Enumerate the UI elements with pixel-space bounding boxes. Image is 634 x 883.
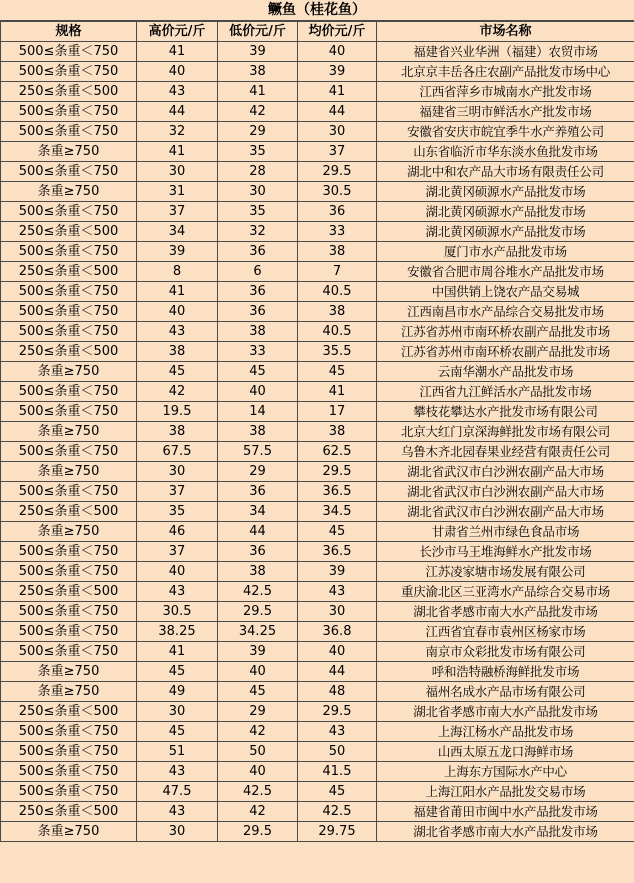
cell-low-price: 45 xyxy=(218,362,298,382)
cell-spec: 250≤条重＜500 xyxy=(1,802,137,822)
cell-spec: 250≤条重＜500 xyxy=(1,502,137,522)
cell-low-price: 36 xyxy=(218,542,298,562)
cell-avg-price: 39 xyxy=(298,62,377,82)
table-row xyxy=(1,662,634,682)
cell-low-price: 36 xyxy=(218,242,298,262)
cell-avg-price: 36 xyxy=(298,202,377,222)
cell-spec: 500≤条重＜750 xyxy=(1,162,137,182)
cell-avg-price: 50 xyxy=(298,742,377,762)
header-row xyxy=(1,22,634,42)
cell-avg-price: 36.5 xyxy=(298,482,377,502)
cell-avg-price: 39 xyxy=(298,562,377,582)
cell-high-price: 43 xyxy=(137,582,218,602)
cell-low-price: 35 xyxy=(218,202,298,222)
table-row xyxy=(1,622,634,642)
cell-avg-price: 29.5 xyxy=(298,462,377,482)
cell-spec: 500≤条重＜750 xyxy=(1,202,137,222)
cell-market: 湖北省武汉市白沙洲农副产品大市场 xyxy=(377,502,634,522)
cell-high-price: 38 xyxy=(137,422,218,442)
cell-avg-price: 38 xyxy=(298,242,377,262)
cell-low-price: 39 xyxy=(218,42,298,62)
table-row xyxy=(1,402,634,422)
cell-high-price: 37 xyxy=(137,202,218,222)
cell-avg-price: 40 xyxy=(298,42,377,62)
cell-low-price: 29 xyxy=(218,122,298,142)
cell-high-price: 30 xyxy=(137,162,218,182)
cell-high-price: 19.5 xyxy=(137,402,218,422)
cell-avg-price: 45 xyxy=(298,362,377,382)
cell-low-price: 42.5 xyxy=(218,782,298,802)
cell-market: 江苏凌家塘市场发展有限公司 xyxy=(377,562,634,582)
cell-spec: 500≤条重＜750 xyxy=(1,62,137,82)
cell-low-price: 32 xyxy=(218,222,298,242)
cell-market: 福建省兴业华洲（福建）农贸市场 xyxy=(377,42,634,62)
cell-high-price: 45 xyxy=(137,362,218,382)
cell-low-price: 42 xyxy=(218,722,298,742)
cell-market: 湖北省武汉市白沙洲农副产品大市场 xyxy=(377,462,634,482)
cell-high-price: 41 xyxy=(137,42,218,62)
cell-market: 江苏省苏州市南环桥农副产品批发市场 xyxy=(377,342,634,362)
cell-spec: 250≤条重＜500 xyxy=(1,702,137,722)
cell-spec: 500≤条重＜750 xyxy=(1,742,137,762)
cell-low-price: 40 xyxy=(218,382,298,402)
cell-spec: 500≤条重＜750 xyxy=(1,242,137,262)
cell-avg-price: 30.5 xyxy=(298,182,377,202)
table-row xyxy=(1,642,634,662)
header-low-price: 低价元/斤 xyxy=(218,22,298,42)
cell-high-price: 45 xyxy=(137,662,218,682)
cell-low-price: 40 xyxy=(218,662,298,682)
table-row xyxy=(1,802,634,822)
header-market: 市场名称 xyxy=(377,22,634,42)
cell-avg-price: 41.5 xyxy=(298,762,377,782)
cell-high-price: 49 xyxy=(137,682,218,702)
table-row xyxy=(1,42,634,62)
cell-market: 呼和浩特融桥海鲜批发市场 xyxy=(377,662,634,682)
cell-market: 攀枝花攀达水产批发市场有限公司 xyxy=(377,402,634,422)
cell-spec: 500≤条重＜750 xyxy=(1,402,137,422)
cell-avg-price: 7 xyxy=(298,262,377,282)
cell-market: 北京大红门京深海鲜批发市场有限公司 xyxy=(377,422,634,442)
cell-avg-price: 36.8 xyxy=(298,622,377,642)
table-row xyxy=(1,542,634,562)
cell-avg-price: 29.5 xyxy=(298,162,377,182)
sheet-title: 鳜鱼（桂花鱼） xyxy=(0,0,634,21)
cell-market: 云南华潮水产品批发市场 xyxy=(377,362,634,382)
cell-low-price: 41 xyxy=(218,82,298,102)
table-row xyxy=(1,562,634,582)
cell-spec: 500≤条重＜750 xyxy=(1,282,137,302)
cell-low-price: 38 xyxy=(218,562,298,582)
cell-spec: 250≤条重＜500 xyxy=(1,262,137,282)
cell-low-price: 57.5 xyxy=(218,442,298,462)
cell-high-price: 45 xyxy=(137,722,218,742)
cell-low-price: 33 xyxy=(218,342,298,362)
cell-avg-price: 62.5 xyxy=(298,442,377,462)
cell-market: 江西南昌市水产品综合交易批发市场 xyxy=(377,302,634,322)
cell-high-price: 37 xyxy=(137,542,218,562)
cell-low-price: 38 xyxy=(218,62,298,82)
cell-low-price: 29.5 xyxy=(218,602,298,622)
cell-spec: 条重≥750 xyxy=(1,662,137,682)
cell-market: 上海东方国际水产中心 xyxy=(377,762,634,782)
cell-low-price: 44 xyxy=(218,522,298,542)
cell-low-price: 29 xyxy=(218,702,298,722)
cell-market: 上海江杨水产品批发市场 xyxy=(377,722,634,742)
table-row xyxy=(1,62,634,82)
table-row xyxy=(1,442,634,462)
table-row xyxy=(1,422,634,442)
cell-low-price: 42 xyxy=(218,802,298,822)
cell-low-price: 34.25 xyxy=(218,622,298,642)
cell-high-price: 31 xyxy=(137,182,218,202)
cell-market: 江西省宜春市袁州区杨家市场 xyxy=(377,622,634,642)
cell-high-price: 47.5 xyxy=(137,782,218,802)
cell-avg-price: 30 xyxy=(298,122,377,142)
cell-market: 安徽省安庆市皖宜季牛水产养殖公司 xyxy=(377,122,634,142)
table-row xyxy=(1,382,634,402)
cell-spec: 500≤条重＜750 xyxy=(1,322,137,342)
cell-avg-price: 41 xyxy=(298,382,377,402)
cell-avg-price: 37 xyxy=(298,142,377,162)
table-row xyxy=(1,602,634,622)
cell-low-price: 28 xyxy=(218,162,298,182)
cell-market: 湖北省孝感市南大水产品批发市场 xyxy=(377,702,634,722)
table-row xyxy=(1,762,634,782)
cell-avg-price: 33 xyxy=(298,222,377,242)
table-row xyxy=(1,322,634,342)
cell-spec: 250≤条重＜500 xyxy=(1,342,137,362)
cell-market: 湖北黄冈硕源水产品批发市场 xyxy=(377,222,634,242)
cell-market: 山东省临沂市华东淡水鱼批发市场 xyxy=(377,142,634,162)
cell-market: 湖北黄冈硕源水产品批发市场 xyxy=(377,182,634,202)
cell-avg-price: 40 xyxy=(298,642,377,662)
cell-high-price: 35 xyxy=(137,502,218,522)
cell-avg-price: 38 xyxy=(298,302,377,322)
cell-spec: 500≤条重＜750 xyxy=(1,442,137,462)
table-row xyxy=(1,82,634,102)
cell-spec: 500≤条重＜750 xyxy=(1,382,137,402)
cell-high-price: 34 xyxy=(137,222,218,242)
cell-market: 长沙市马王堆海鲜水产批发市场 xyxy=(377,542,634,562)
cell-market: 湖北省孝感市南大水产品批发市场 xyxy=(377,602,634,622)
header-spec: 规格 xyxy=(1,22,137,42)
cell-avg-price: 30 xyxy=(298,602,377,622)
cell-spec: 500≤条重＜750 xyxy=(1,482,137,502)
cell-high-price: 30 xyxy=(137,462,218,482)
cell-spec: 500≤条重＜750 xyxy=(1,302,137,322)
cell-spec: 500≤条重＜750 xyxy=(1,122,137,142)
cell-low-price: 50 xyxy=(218,742,298,762)
cell-high-price: 42 xyxy=(137,382,218,402)
cell-high-price: 67.5 xyxy=(137,442,218,462)
table-row xyxy=(1,162,634,182)
cell-market: 江苏省苏州市南环桥农副产品批发市场 xyxy=(377,322,634,342)
table-row xyxy=(1,142,634,162)
cell-high-price: 43 xyxy=(137,762,218,782)
cell-market: 重庆渝北区三亚湾水产品综合交易市场 xyxy=(377,582,634,602)
cell-market: 福建省莆田市闽中水产品批发市场 xyxy=(377,802,634,822)
cell-high-price: 30.5 xyxy=(137,602,218,622)
table-row xyxy=(1,522,634,542)
cell-high-price: 51 xyxy=(137,742,218,762)
cell-market: 江西省九江鲜活水产品批发市场 xyxy=(377,382,634,402)
cell-market: 山西太原五龙口海鲜市场 xyxy=(377,742,634,762)
cell-low-price: 36 xyxy=(218,282,298,302)
cell-spec: 250≤条重＜500 xyxy=(1,82,137,102)
cell-avg-price: 44 xyxy=(298,102,377,122)
table-row xyxy=(1,462,634,482)
cell-avg-price: 38 xyxy=(298,422,377,442)
table-row xyxy=(1,102,634,122)
cell-high-price: 30 xyxy=(137,822,218,842)
table-row xyxy=(1,282,634,302)
cell-high-price: 41 xyxy=(137,642,218,662)
cell-high-price: 8 xyxy=(137,262,218,282)
cell-spec: 条重≥750 xyxy=(1,462,137,482)
price-table xyxy=(0,21,634,842)
cell-spec: 500≤条重＜750 xyxy=(1,602,137,622)
cell-high-price: 38 xyxy=(137,342,218,362)
cell-low-price: 45 xyxy=(218,682,298,702)
cell-avg-price: 48 xyxy=(298,682,377,702)
cell-high-price: 43 xyxy=(137,802,218,822)
cell-high-price: 43 xyxy=(137,82,218,102)
header-high-price: 高价元/斤 xyxy=(137,22,218,42)
cell-market: 湖北中和农产品大市场有限责任公司 xyxy=(377,162,634,182)
cell-spec: 条重≥750 xyxy=(1,182,137,202)
cell-high-price: 43 xyxy=(137,322,218,342)
cell-market: 湖北省武汉市白沙洲农副产品大市场 xyxy=(377,482,634,502)
cell-high-price: 39 xyxy=(137,242,218,262)
cell-high-price: 44 xyxy=(137,102,218,122)
cell-avg-price: 43 xyxy=(298,722,377,742)
cell-market: 北京京丰岳各庄农副产品批发市场中心 xyxy=(377,62,634,82)
cell-spec: 500≤条重＜750 xyxy=(1,562,137,582)
cell-spec: 500≤条重＜750 xyxy=(1,642,137,662)
cell-low-price: 6 xyxy=(218,262,298,282)
cell-spec: 250≤条重＜500 xyxy=(1,222,137,242)
cell-avg-price: 40.5 xyxy=(298,282,377,302)
cell-low-price: 35 xyxy=(218,142,298,162)
cell-spec: 条重≥750 xyxy=(1,822,137,842)
cell-market: 福建省三明市鲜活水产批发市场 xyxy=(377,102,634,122)
cell-avg-price: 45 xyxy=(298,782,377,802)
table-row xyxy=(1,302,634,322)
table-row xyxy=(1,502,634,522)
cell-low-price: 42.5 xyxy=(218,582,298,602)
table-row xyxy=(1,682,634,702)
cell-spec: 500≤条重＜750 xyxy=(1,622,137,642)
table-row xyxy=(1,582,634,602)
cell-high-price: 46 xyxy=(137,522,218,542)
cell-low-price: 30 xyxy=(218,182,298,202)
cell-low-price: 40 xyxy=(218,762,298,782)
cell-spec: 500≤条重＜750 xyxy=(1,762,137,782)
table-row xyxy=(1,122,634,142)
cell-market: 福州名成水产品市场有限公司 xyxy=(377,682,634,702)
header-avg-price: 均价元/斤 xyxy=(298,22,377,42)
cell-low-price: 36 xyxy=(218,302,298,322)
cell-high-price: 30 xyxy=(137,702,218,722)
table-row xyxy=(1,742,634,762)
cell-low-price: 39 xyxy=(218,642,298,662)
table-row xyxy=(1,342,634,362)
cell-high-price: 41 xyxy=(137,282,218,302)
cell-market: 南京市众彩批发市场有限公司 xyxy=(377,642,634,662)
cell-low-price: 38 xyxy=(218,422,298,442)
cell-avg-price: 34.5 xyxy=(298,502,377,522)
cell-high-price: 40 xyxy=(137,62,218,82)
table-row xyxy=(1,782,634,802)
table-row xyxy=(1,262,634,282)
cell-market: 乌鲁木齐北园春果业经营有限责任公司 xyxy=(377,442,634,462)
table-row xyxy=(1,722,634,742)
table-row xyxy=(1,822,634,842)
table-row xyxy=(1,222,634,242)
cell-market: 江西省萍乡市城南水产批发市场 xyxy=(377,82,634,102)
cell-market: 湖北黄冈硕源水产品批发市场 xyxy=(377,202,634,222)
cell-avg-price: 43 xyxy=(298,582,377,602)
cell-market: 厦门市水产品批发市场 xyxy=(377,242,634,262)
cell-spec: 条重≥750 xyxy=(1,522,137,542)
cell-spec: 500≤条重＜750 xyxy=(1,102,137,122)
table-row xyxy=(1,202,634,222)
cell-avg-price: 29.5 xyxy=(298,702,377,722)
cell-spec: 条重≥750 xyxy=(1,422,137,442)
cell-spec: 条重≥750 xyxy=(1,682,137,702)
cell-avg-price: 45 xyxy=(298,522,377,542)
table-row xyxy=(1,182,634,202)
cell-high-price: 40 xyxy=(137,562,218,582)
table-body xyxy=(1,42,634,842)
table-row xyxy=(1,362,634,382)
table-row xyxy=(1,702,634,722)
cell-avg-price: 41 xyxy=(298,82,377,102)
cell-low-price: 42 xyxy=(218,102,298,122)
cell-market: 甘肃省兰州市绿色食品市场 xyxy=(377,522,634,542)
cell-avg-price: 40.5 xyxy=(298,322,377,342)
cell-spec: 条重≥750 xyxy=(1,142,137,162)
cell-avg-price: 17 xyxy=(298,402,377,422)
cell-avg-price: 29.75 xyxy=(298,822,377,842)
table-row xyxy=(1,482,634,502)
cell-low-price: 36 xyxy=(218,482,298,502)
cell-low-price: 34 xyxy=(218,502,298,522)
cell-market: 上海江阳水产品批发交易市场 xyxy=(377,782,634,802)
cell-spec: 500≤条重＜750 xyxy=(1,722,137,742)
cell-low-price: 29 xyxy=(218,462,298,482)
cell-market: 湖北省孝感市南大水产品批发市场 xyxy=(377,822,634,842)
cell-spec: 250≤条重＜500 xyxy=(1,582,137,602)
cell-high-price: 38.25 xyxy=(137,622,218,642)
table-row xyxy=(1,242,634,262)
cell-spec: 条重≥750 xyxy=(1,362,137,382)
cell-low-price: 14 xyxy=(218,402,298,422)
cell-high-price: 40 xyxy=(137,302,218,322)
cell-avg-price: 36.5 xyxy=(298,542,377,562)
cell-avg-price: 35.5 xyxy=(298,342,377,362)
cell-high-price: 32 xyxy=(137,122,218,142)
cell-spec: 500≤条重＜750 xyxy=(1,542,137,562)
cell-spec: 500≤条重＜750 xyxy=(1,42,137,62)
cell-market: 安徽省合肥市周谷堆水产品批发市场 xyxy=(377,262,634,282)
cell-market: 中国供销上饶农产品交易城 xyxy=(377,282,634,302)
cell-avg-price: 44 xyxy=(298,662,377,682)
cell-low-price: 38 xyxy=(218,322,298,342)
cell-low-price: 29.5 xyxy=(218,822,298,842)
cell-avg-price: 42.5 xyxy=(298,802,377,822)
cell-high-price: 37 xyxy=(137,482,218,502)
cell-high-price: 41 xyxy=(137,142,218,162)
cell-spec: 500≤条重＜750 xyxy=(1,782,137,802)
